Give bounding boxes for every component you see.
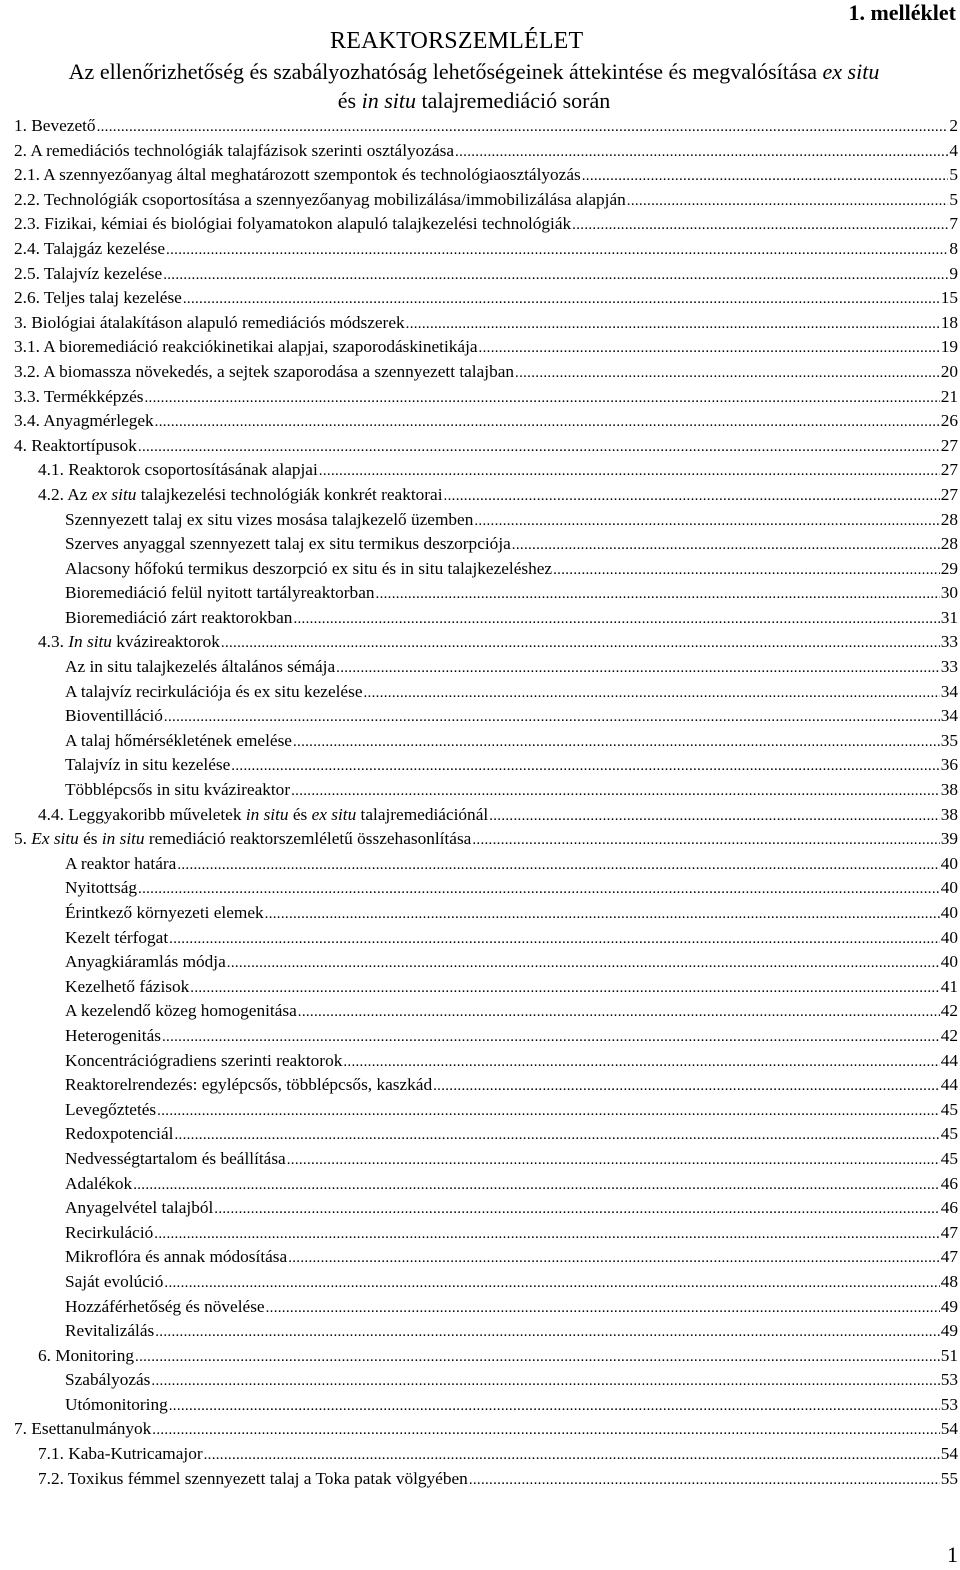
toc-entry[interactable]	[0, 655, 958, 680]
toc-entry-text: Recirkuláció	[65, 1222, 154, 1242]
toc-leader-dots	[343, 1050, 939, 1074]
toc-page-number: 40	[940, 952, 958, 972]
toc-entry-text: 4. Reaktortípusok	[14, 435, 137, 455]
toc-page-number: 26	[940, 411, 958, 431]
toc-entry[interactable]	[0, 1393, 958, 1418]
toc-entry[interactable]	[0, 335, 958, 360]
toc-entry-text: Szerves anyaggal szennyezett talaj ex situ termikus deszorpciója	[65, 534, 511, 554]
toc-entry-text: Szabályozás	[65, 1370, 151, 1390]
toc-entry-segment: 4.2. Az	[38, 484, 92, 504]
toc-page-number: 5	[949, 189, 958, 209]
toc-leader-dots	[472, 828, 939, 852]
toc-entry-text: Az in situ talajkezelés általános sémája	[65, 657, 336, 677]
toc-page-number: 7	[949, 214, 958, 234]
toc-entry[interactable]	[0, 950, 958, 975]
toc-leader-dots	[319, 459, 940, 483]
toc-leader-dots	[553, 558, 940, 582]
toc-page-number: 40	[940, 878, 958, 898]
toc-leader-dots	[515, 361, 940, 385]
toc-entry-text: 3.2. A biomassza növekedés, a sejtek szaporodása a szennyezett talajban	[14, 361, 515, 381]
toc-entry-text: Adalékok	[65, 1173, 133, 1193]
toc-page-number: 5	[949, 165, 958, 185]
toc-leader-dots	[627, 189, 949, 213]
toc-entry[interactable]	[0, 163, 958, 188]
toc-leader-dots	[177, 853, 939, 877]
toc-entry-text: A talaj hőmérsékletének emelése	[65, 730, 292, 750]
toc-entry-text: Mikroflóra és annak módosítása	[65, 1247, 288, 1267]
annex-label: 1. melléklet	[848, 0, 956, 25]
table-of-contents	[0, 114, 958, 1491]
toc-page-number: 46	[940, 1173, 958, 1193]
toc-page-number: 35	[940, 730, 958, 750]
toc-leader-dots	[163, 263, 948, 287]
toc-leader-dots	[164, 1271, 939, 1295]
toc-leader-dots	[265, 902, 940, 926]
toc-entry-text: Redoxpotenciál	[65, 1124, 174, 1144]
toc-page-number: 18	[940, 312, 958, 332]
toc-page-number: 41	[940, 976, 958, 996]
toc-entry[interactable]	[0, 1098, 958, 1123]
toc-page-number: 27	[940, 484, 958, 504]
document-subtitle	[0, 57, 948, 115]
page-number: 1	[947, 1542, 958, 1567]
toc-entry-italic: in situ	[245, 804, 289, 824]
toc-page-number: 54	[940, 1444, 958, 1464]
subtitle-text-3: talajremediáció során	[415, 88, 611, 113]
toc-page-number: 39	[940, 829, 958, 849]
toc-entry[interactable]	[0, 557, 958, 582]
toc-entry[interactable]	[0, 262, 958, 287]
toc-leader-dots	[227, 951, 940, 975]
toc-leader-dots	[214, 1197, 939, 1221]
toc-entry[interactable]	[0, 1024, 958, 1049]
toc-leader-dots	[512, 533, 940, 557]
toc-leader-dots	[154, 1222, 939, 1246]
toc-page-number: 45	[940, 1148, 958, 1168]
toc-leader-dots	[288, 1246, 940, 1270]
toc-page-number: 27	[940, 460, 958, 480]
toc-leader-dots	[183, 287, 940, 311]
toc-page-number: 54	[940, 1419, 958, 1439]
toc-entry-text: A kezelendő közeg homogenitása	[65, 1001, 297, 1021]
toc-leader-dots	[479, 336, 940, 360]
toc-page-number: 38	[940, 780, 958, 800]
toc-entry[interactable]	[0, 458, 958, 483]
toc-entry-text: Saját evolúció	[65, 1271, 164, 1291]
toc-entry-text: Anyagkiáramlás módja	[65, 952, 226, 972]
toc-entry-italic: in situ	[101, 829, 145, 849]
toc-leader-dots	[489, 804, 940, 828]
toc-entry-text: Többlépcsős in situ kvázireaktor	[65, 780, 291, 800]
toc-entry[interactable]	[0, 999, 958, 1024]
toc-entry-text: 7.1. Kaba-Kutricamajor	[38, 1444, 203, 1464]
toc-entry-text: Reaktorelrendezés: egylépcsős, többlépcsős, kaszkád	[65, 1075, 433, 1095]
toc-entry-text: Talajvíz in situ kezelése	[65, 755, 231, 775]
toc-page-number: 46	[940, 1198, 958, 1218]
toc-leader-dots	[221, 631, 940, 655]
toc-entry-italic: ex situ	[91, 484, 137, 504]
toc-entry[interactable]	[0, 606, 958, 631]
toc-entry-text: Bioremediáció zárt reaktorokban	[65, 607, 293, 627]
toc-page-number: 48	[940, 1271, 958, 1291]
toc-entry-italic: Ex situ	[31, 829, 79, 849]
toc-entry-text	[38, 803, 488, 828]
toc-page-number: 40	[940, 927, 958, 947]
toc-entry-text: 4.1. Reaktorok csoportosításának alapjai	[38, 460, 318, 480]
toc-entry-text: Levegőztetés	[65, 1099, 157, 1119]
toc-page-number: 42	[940, 1025, 958, 1045]
toc-page-number: 30	[940, 583, 958, 603]
toc-entry-text: 6. Monitoring	[38, 1345, 135, 1365]
toc-entry[interactable]	[0, 680, 958, 705]
toc-leader-dots	[287, 1148, 940, 1172]
toc-entry[interactable]	[0, 1417, 958, 1442]
toc-entry[interactable]	[0, 901, 958, 926]
toc-leader-dots	[151, 1369, 939, 1393]
toc-entry[interactable]	[0, 532, 958, 557]
toc-entry-text: 7. Esettanulmányok	[14, 1419, 152, 1439]
toc-entry-text: 2. A remediációs technológiák talajfázisok szerinti osztályozása	[14, 140, 455, 160]
toc-leader-dots	[376, 582, 940, 606]
toc-leader-dots	[266, 1296, 940, 1320]
toc-page-number: 28	[940, 509, 958, 529]
toc-leader-dots	[133, 1173, 940, 1197]
toc-entry-text: 2.4. Talajgáz kezelése	[14, 238, 166, 258]
toc-entry[interactable]	[0, 1049, 958, 1074]
toc-leader-dots	[444, 484, 940, 508]
toc-entry[interactable]	[0, 114, 958, 139]
toc-entry-text: Anyagelvétel talajból	[65, 1198, 214, 1218]
toc-leader-dots	[455, 140, 948, 164]
toc-entry-segment: 4.3.	[38, 632, 69, 652]
toc-entry[interactable]	[0, 483, 958, 508]
toc-leader-dots	[169, 927, 940, 951]
subtitle-in-situ: in situ	[361, 88, 416, 113]
toc-entry[interactable]	[0, 385, 958, 410]
toc-entry-text	[38, 483, 443, 508]
toc-entry[interactable]	[0, 1172, 958, 1197]
toc-page-number: 34	[940, 681, 958, 701]
toc-entry[interactable]	[0, 827, 958, 852]
toc-page-number: 45	[940, 1124, 958, 1144]
toc-entry-text: Bioremediáció felül nyitott tartályreaktorban	[65, 583, 375, 603]
toc-entry[interactable]	[0, 926, 958, 951]
subtitle-text-1: Az ellenőrizhetőség és szabályozhatóság lehetőségeinek áttekintése és megvalósítása	[68, 59, 823, 84]
toc-entry-text: Bioventilláció	[65, 706, 163, 726]
toc-entry-text: Kezelt térfogat	[65, 927, 169, 947]
toc-entry-text: Kezelhető fázisok	[65, 976, 190, 996]
toc-entry-text: 3. Biológiai átalakításon alapuló remediációs módszerek	[14, 312, 405, 332]
toc-page-number: 49	[940, 1296, 958, 1316]
toc-page-number: 36	[940, 755, 958, 775]
toc-leader-dots	[582, 164, 949, 188]
toc-entry[interactable]	[0, 286, 958, 311]
toc-leader-dots	[433, 1074, 940, 1098]
toc-entry[interactable]	[0, 409, 958, 434]
toc-page-number: 8	[949, 238, 958, 258]
toc-entry-text: 2.6. Teljes talaj kezelése	[14, 288, 182, 308]
toc-leader-dots	[157, 1099, 940, 1123]
toc-entry[interactable]	[0, 434, 958, 459]
toc-entry-italic: ex situ	[311, 804, 357, 824]
toc-entry-text: 2.2. Technológiák csoportosítása a szennyezőanyag mobilizálása/immobilizálása alapján	[14, 189, 626, 209]
toc-entry[interactable]	[0, 778, 958, 803]
toc-entry-text: Nedvességtartalom és beállítása	[65, 1148, 286, 1168]
toc-leader-dots	[469, 1468, 940, 1492]
toc-leader-dots	[293, 730, 940, 754]
toc-page-number: 2	[949, 116, 958, 135]
toc-page-number: 33	[940, 657, 958, 677]
toc-entry[interactable]	[0, 188, 958, 213]
toc-entry-segment: 4.4. Leggyakoribb műveletek	[38, 804, 246, 824]
toc-leader-dots	[155, 410, 940, 434]
toc-page-number: 27	[940, 435, 958, 455]
toc-entry-text: Nyitottság	[65, 878, 138, 898]
toc-entry[interactable]	[0, 1319, 958, 1344]
toc-page-number: 4	[949, 140, 958, 160]
toc-entry[interactable]	[0, 581, 958, 606]
toc-page-number: 33	[940, 632, 958, 652]
toc-leader-dots	[169, 1394, 940, 1418]
toc-page-number: 44	[940, 1050, 958, 1070]
toc-entry[interactable]	[0, 852, 958, 877]
toc-entry-text: 2.5. Talajvíz kezelése	[14, 263, 163, 283]
toc-entry[interactable]	[0, 704, 958, 729]
toc-leader-dots	[155, 1320, 939, 1344]
toc-entry-text: 3.4. Anyagmérlegek	[14, 411, 154, 431]
toc-entry-segment: 5.	[14, 829, 32, 849]
toc-entry-segment: remediáció reaktorszemléletű összehasonlítása	[144, 829, 472, 849]
toc-page-number: 53	[940, 1370, 958, 1390]
toc-leader-dots	[336, 656, 940, 680]
toc-entry-text: Hozzáférhetőség és növelése	[65, 1296, 265, 1316]
toc-page-number: 20	[940, 361, 958, 381]
toc-leader-dots	[135, 1345, 940, 1369]
toc-leader-dots	[291, 779, 940, 803]
toc-page-number: 28	[940, 534, 958, 554]
toc-leader-dots	[293, 607, 939, 631]
toc-leader-dots	[166, 238, 948, 262]
toc-page-number: 42	[940, 1001, 958, 1021]
toc-leader-dots	[162, 1025, 940, 1049]
toc-entry-text: Utómonitoring	[65, 1394, 168, 1414]
toc-entry[interactable]	[0, 508, 958, 533]
toc-page-number: 49	[940, 1321, 958, 1341]
toc-leader-dots	[190, 976, 939, 1000]
toc-leader-dots	[138, 877, 940, 901]
toc-entry-text	[14, 827, 471, 852]
toc-entry-text: Koncentrációgradiens szerinti reaktorok	[65, 1050, 343, 1070]
toc-page-number: 45	[940, 1099, 958, 1119]
toc-entry-text: 3.1. A bioremediáció reakciókinetikai alapjai, szaporodáskinetikája	[14, 337, 478, 357]
toc-page-number: 47	[940, 1247, 958, 1267]
toc-page-number: 19	[940, 337, 958, 357]
toc-leader-dots	[174, 1123, 939, 1147]
toc-entry-text: Érintkező környezeti elemek	[65, 903, 264, 922]
toc-entry[interactable]	[0, 1147, 958, 1172]
toc-entry-segment: talajremediációnál	[356, 804, 489, 824]
toc-page-number: 47	[940, 1222, 958, 1242]
toc-entry[interactable]	[0, 139, 958, 164]
toc-entry-text: 2.3. Fizikai, kémiai és biológiai folyamatokon alapuló talajkezelési technológiák	[14, 214, 572, 234]
toc-page-number: 44	[940, 1075, 958, 1095]
toc-entry[interactable]	[0, 1467, 958, 1492]
toc-leader-dots	[97, 115, 949, 139]
toc-entry-text: 1. Bevezető	[14, 116, 96, 135]
toc-entry[interactable]	[0, 1344, 958, 1369]
toc-entry[interactable]	[0, 311, 958, 336]
toc-entry[interactable]	[0, 1221, 958, 1246]
toc-entry-text: 3.3. Termékképzés	[14, 386, 144, 406]
toc-leader-dots	[572, 213, 948, 237]
toc-entry-text: A talajvíz recirkulációja és ex situ kezelése	[65, 681, 363, 701]
toc-entry[interactable]	[0, 729, 958, 754]
toc-page-number: 38	[940, 804, 958, 824]
toc-entry[interactable]	[0, 1073, 958, 1098]
toc-entry[interactable]	[0, 1295, 958, 1320]
toc-leader-dots	[144, 386, 939, 410]
toc-entry-text: 7.2. Toxikus fémmel szennyezett talaj a Toka patak völgyében	[38, 1468, 468, 1488]
toc-page-number: 15	[940, 288, 958, 308]
toc-entry[interactable]	[0, 1245, 958, 1270]
toc-entry[interactable]	[0, 1442, 958, 1467]
subtitle-text-2: és	[337, 88, 362, 113]
toc-entry-text: Heterogenitás	[65, 1025, 161, 1045]
toc-leader-dots	[231, 754, 939, 778]
subtitle-ex-situ: ex situ	[822, 59, 880, 84]
toc-page-number: 40	[940, 903, 958, 922]
toc-entry[interactable]	[0, 630, 958, 655]
toc-leader-dots	[164, 705, 940, 729]
toc-leader-dots	[138, 435, 940, 459]
toc-entry-segment: és	[288, 804, 312, 824]
toc-entry[interactable]	[0, 212, 958, 237]
toc-entry[interactable]	[0, 1270, 958, 1295]
toc-page-number: 55	[940, 1468, 958, 1488]
toc-entry[interactable]	[0, 803, 958, 828]
toc-page-number: 29	[940, 558, 958, 578]
toc-leader-dots	[298, 1000, 940, 1024]
toc-entry-text: Alacsony hőfokú termikus deszorpció ex situ és in situ talajkezeléshez	[65, 558, 553, 578]
toc-entry[interactable]	[0, 975, 958, 1000]
toc-entry[interactable]	[0, 360, 958, 385]
toc-leader-dots	[406, 312, 940, 336]
toc-entry-text	[38, 630, 220, 655]
document-title: REAKTORSZEMLÉLET	[330, 28, 584, 54]
toc-entry-text: 2.1. A szennyezőanyag által meghatározott szempontok és technológiaosztályozás	[14, 165, 581, 185]
toc-entry-segment: talajkezelési technológiák konkrét reaktorai	[136, 484, 443, 504]
toc-leader-dots	[474, 509, 939, 533]
toc-entry-italic: In situ	[68, 632, 112, 652]
toc-entry-text: Revitalizálás	[65, 1321, 155, 1341]
toc-page-number: 34	[940, 706, 958, 726]
toc-entry[interactable]	[0, 1122, 958, 1147]
toc-entry-segment: kvázireaktorok	[111, 632, 220, 652]
toc-page-number: 21	[940, 386, 958, 406]
toc-entry[interactable]	[0, 876, 958, 901]
toc-leader-dots	[204, 1443, 940, 1467]
toc-entry[interactable]	[0, 1368, 958, 1393]
toc-leader-dots	[152, 1418, 939, 1442]
toc-page-number: 51	[940, 1345, 958, 1365]
toc-page-number: 9	[949, 263, 958, 283]
toc-entry-segment: és	[78, 829, 102, 849]
toc-leader-dots	[364, 681, 940, 705]
toc-entry-text: A reaktor határa	[65, 853, 177, 873]
toc-page-number: 40	[940, 853, 958, 873]
toc-page-number: 53	[940, 1394, 958, 1414]
toc-entry[interactable]	[0, 237, 958, 262]
toc-entry[interactable]	[0, 753, 958, 778]
toc-entry-text: Szennyezett talaj ex situ vizes mosása talajkezelő üzemben	[65, 509, 474, 529]
toc-entry[interactable]	[0, 1196, 958, 1221]
toc-page-number: 31	[940, 607, 958, 627]
